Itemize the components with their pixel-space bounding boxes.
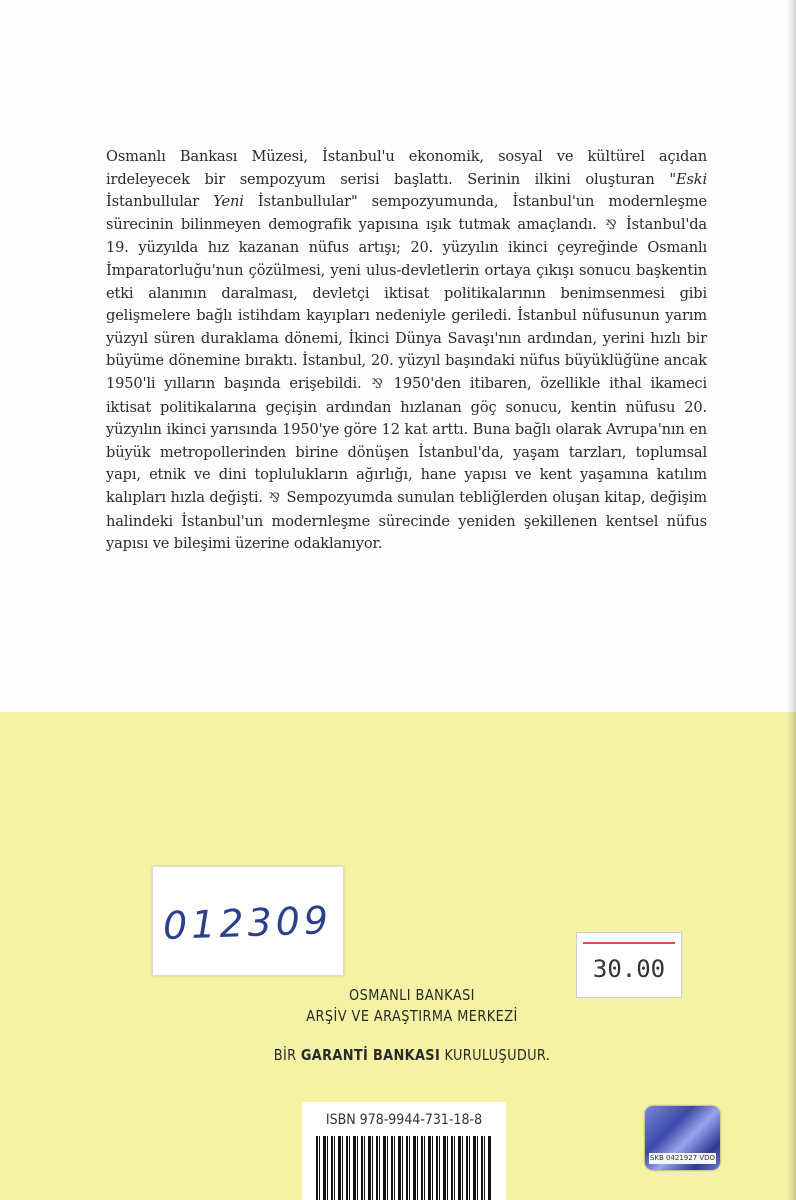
library-inventory-tag: [152, 866, 344, 976]
blurb-italic-yeni: Yeni: [213, 193, 244, 211]
ornament-icon: ⅋: [268, 490, 280, 506]
blurb-text-2: İstanbullular: [106, 193, 214, 211]
isbn-block: [302, 1102, 506, 1200]
isbn-number: ISBN 978-9944-731-18-8: [325, 1112, 483, 1128]
blurb-text-5: 1950'den itibaren, özellikle ithal ikameci iktisat politikalarına geçişin ardından hızlanan göç sonucu, kentin nüfusu 20. yüzyılın ikinci yarısında 1950'ye göre 12 kat arttı. Buna bağlı olarak Avrupa'nın en büyük metropollerinden birine dönüşen İstanbul'da, yaşam tarzları, toplumsal yapı, etnik ve dini toplulukların ağırlığı, hane yapısı ve kent yaşamına katılım kalıpları hızla değişti.: [106, 374, 707, 506]
affiliation-prefix: BİR: [273, 1046, 301, 1064]
blurb-italic-eski: Eski: [675, 170, 707, 188]
back-cover-blurb: [106, 146, 707, 556]
blurb-text-6: Sempozyumda sunulan tebliğlerden oluşan kitap, değişim halindeki İstanbul'un modernleşme sürecinde yeniden şekillenen kentsel nüfus yapısı ve bileşimi üzerine odaklanıyor.: [106, 488, 708, 553]
hologram-serial: SKB 0421927 VDO: [649, 1154, 716, 1162]
barcode-icon: [316, 1136, 492, 1200]
inventory-number: 012309: [162, 898, 333, 948]
blurb-text-1: Osmanlı Bankası Müzesi, İstanbul'u ekonomik, sosyal ve kültürel açıdan irdeleyecek bir sempozyum serisi başlattı. Serinin ilkini oluşturan ": [106, 148, 707, 188]
ornament-icon: ⅋: [371, 376, 383, 392]
affiliation-suffix: KURULUŞUDUR.: [440, 1046, 551, 1064]
blurb-text-3: İstanbullular" sempozyumunda, İstanbul'un modernleşme sürecinin bilinmeyen demografik yapısına ışık tutmak amaçlandı.: [106, 193, 708, 233]
blurb-text-4: İstanbul'da 19. yüzyılda hız kazanan nüfus artışı; 20. yüzyılın ikinci çeyreğinde Osmanlı İmparatorluğu'nun çözülmesi, yeni ulus-devletlerin ortaya çıkışı sonucu başkentin etki alanının daralması, devletçi iktisat politikalarının benimsenmesi gibi gelişmelere bağlı istihdam kayıpları nedeniyle geriledi. İstanbul nüfusunun yarım yüzyıl süren duraklama dönemi, İkinci Dünya Savaşı'nın ardından, yerini hızlı bir büyüme dönemine bıraktı. İstanbul, 20. yüzyıl başındaki nüfus büyüklüğüne ancak 1950'li yılların başında erişebildi.: [106, 215, 707, 392]
ornament-icon: ⅋: [605, 217, 617, 233]
hologram-stamp-icon: [645, 1106, 720, 1170]
price-value: 30.00: [592, 955, 666, 983]
affiliation-bank: GARANTİ BANKASI: [300, 1046, 441, 1064]
cover-spine-shadow: [786, 0, 796, 1200]
price-sticker-stripe: [583, 942, 675, 944]
publisher-subtitle: ARŞİV VE ARAŞTIRMA MERKEZİ: [306, 1007, 518, 1025]
publisher-name: OSMANLI BANKASI: [349, 986, 475, 1004]
publisher-affiliation: [230, 1046, 595, 1064]
